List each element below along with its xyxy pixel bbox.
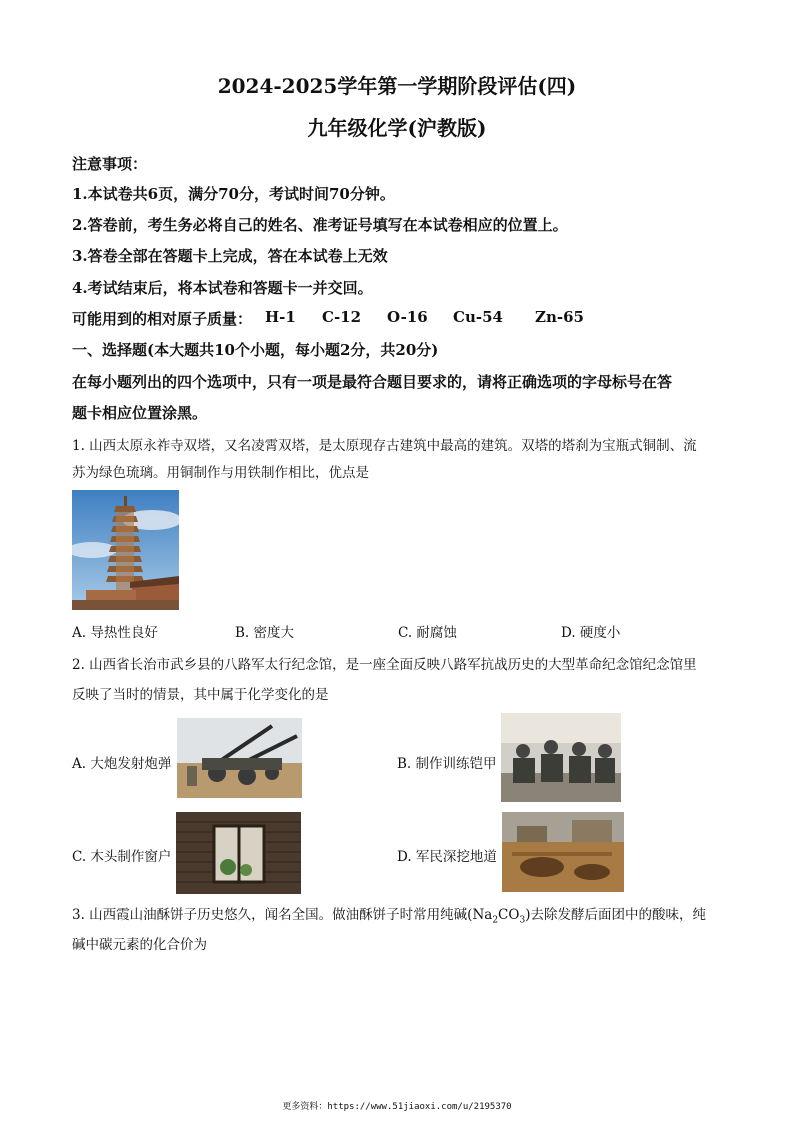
option-c: C. 木头制作窗户	[72, 849, 172, 865]
option-b: B. 制作训练铠甲	[397, 756, 497, 772]
question-1-text: 苏为绿色琉璃。用铜制作与用铁制作相比，优点是	[72, 465, 369, 481]
atomic-mass: H-1	[265, 308, 296, 326]
atomic-mass: C-12	[322, 308, 362, 326]
section-instruction: 题卡相应位置涂黑。	[72, 404, 208, 422]
atomic-mass: Zn-65	[535, 308, 584, 326]
armor-image	[501, 713, 621, 802]
section-heading: 一、选择题(本大题共10个小题，每小题2分，共20分)	[72, 341, 439, 359]
note-item: 4.考试结束后，将本试卷和答题卡一并交回。	[72, 279, 373, 297]
exam-title: 2024-2025学年第一学期阶段评估(四)	[217, 74, 577, 98]
notes-heading: 注意事项：	[72, 155, 148, 173]
question-3-text: 碱中碳元素的化合价为	[72, 937, 207, 953]
note-item: 2.答卷前，考生务必将自己的姓名、准考证号填写在本试卷相应的位置上。	[72, 216, 568, 234]
option-c: C. 耐腐蚀	[398, 625, 457, 641]
question-2-text: 反映了当时的情景，其中属于化学变化的是	[72, 687, 329, 703]
note-item: 1.本试卷共6页，满分70分，考试时间70分钟。	[72, 185, 395, 203]
option-d: D. 硬度小	[561, 625, 621, 641]
question-1-text: 1. 山西太原永祚寺双塔，又名凌霄双塔，是太原现存古建筑中最高的建筑。双塔的塔刹为宝瓶式铜制、流	[72, 438, 697, 454]
question-2-text: 2. 山西省长治市武乡县的八路军太行纪念馆，是一座全面反映八路军抗战历史的大型革命纪念馆纪念馆里	[72, 657, 697, 673]
pagoda-image	[72, 490, 179, 610]
note-item: 3.答卷全部在答题卡上完成，答在本试卷上无效	[72, 247, 388, 265]
option-a: A. 大炮发射炮弹	[72, 756, 172, 772]
cannon-image	[177, 718, 302, 798]
option-a: A. 导热性良好	[72, 625, 158, 641]
atomic-mass: O-16	[387, 308, 428, 326]
option-d: D. 军民深挖地道	[397, 849, 497, 865]
option-b: B. 密度大	[235, 625, 295, 641]
question-3-text: 3. 山西霞山油酥饼子历史悠久，闻名全国。做油酥饼子时常用纯碱$(Na_2CO_3)$去除发酵后面团中的酸味，纯	[72, 907, 706, 926]
window-image	[176, 812, 301, 894]
tunnel-image	[502, 812, 624, 892]
atomic-mass: Cu-54	[453, 308, 503, 326]
atomic-mass-label: 可能用到的相对原子质量：	[72, 310, 253, 328]
footer-link[interactable]: 更多资料：https://www.51jiaoxi.com/u/2195370	[282, 1102, 512, 1112]
exam-subtitle: 九年级化学(沪教版)	[307, 116, 487, 140]
section-instruction: 在每小题列出的四个选项中，只有一项是最符合题目要求的，请将正确选项的字母标号在答	[72, 373, 673, 391]
